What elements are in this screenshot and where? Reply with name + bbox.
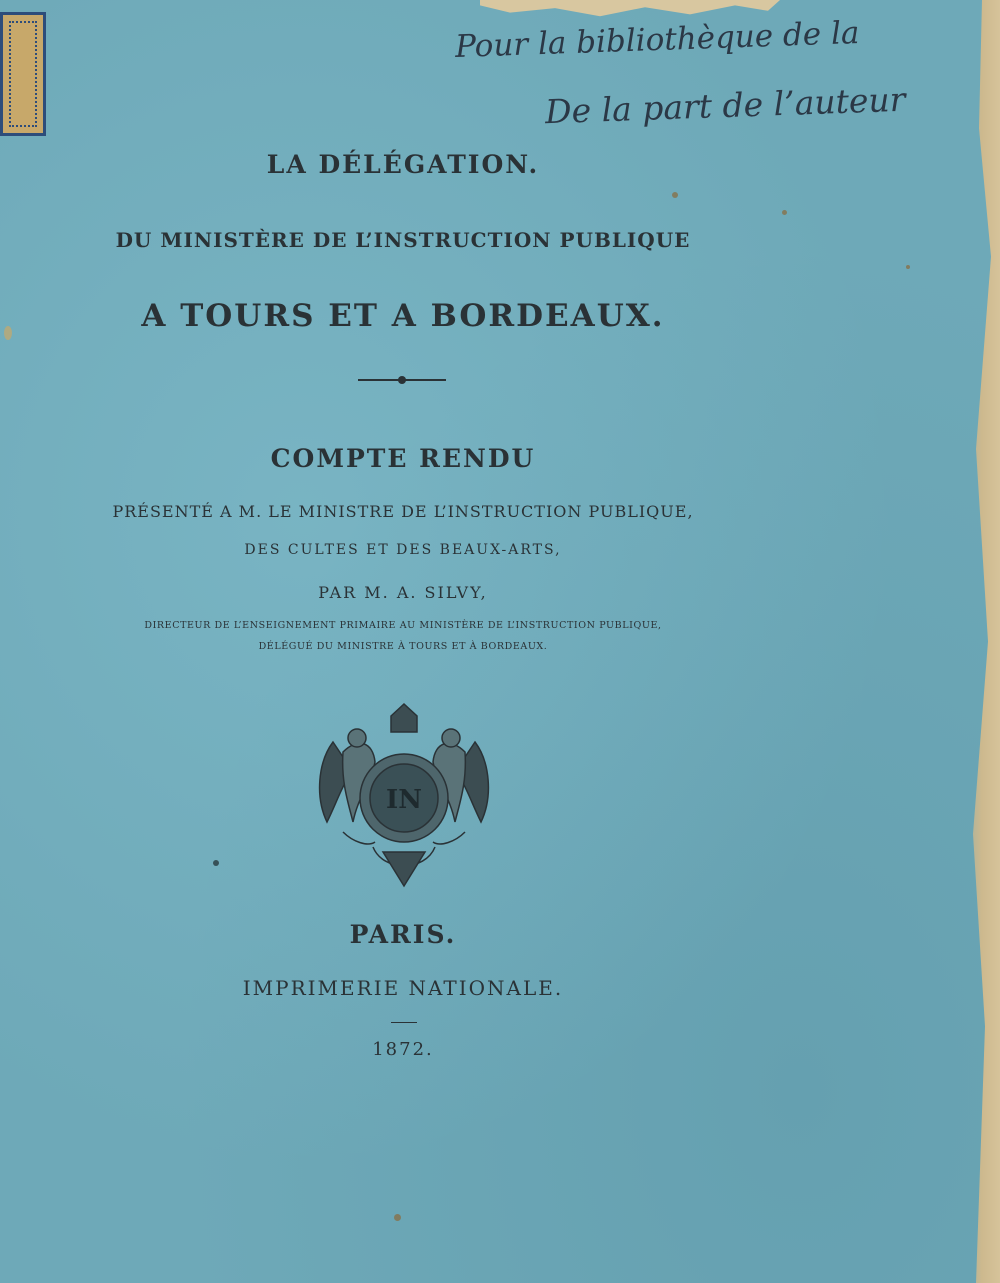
imprimerie-nationale-emblem-icon (313, 702, 495, 888)
foxing-spot (213, 860, 219, 866)
presented-line-1: PRÉSENTÉ A M. LE MINISTRE DE L’INSTRUCTION PUBLIQUE, (112, 502, 694, 521)
short-rule (391, 1022, 417, 1023)
foxing-spot (4, 326, 12, 340)
foxing-spot (394, 1214, 401, 1221)
place: PARIS. (349, 920, 457, 949)
author-line: PAR M. A. SILVY, (318, 583, 488, 602)
title-line-2: DU MINISTÈRE DE L’INSTRUCTION PUBLIQUE (115, 228, 691, 252)
foxing-spot (672, 192, 678, 198)
title-line-3: A TOURS ET A BORDEAUX. (141, 298, 665, 334)
foxing-spot (782, 210, 787, 215)
foxing-spot (906, 265, 910, 269)
printer: IMPRIMERIE NATIONALE. (242, 976, 564, 1000)
title-line-1: LA DÉLÉGATION. (266, 150, 540, 179)
emblem-monogram: IN (386, 785, 422, 815)
presented-line-2: DES CULTES ET DES BEAUX-ARTS, (244, 542, 562, 558)
torn-edge-right (940, 0, 1000, 1283)
handwritten-inscription-line-2: De la part de l’auteur (544, 79, 907, 132)
ornamental-rule (358, 379, 446, 381)
author-title-line-2: DÉLÉGUÉ DU MINISTRE À TOURS ET À BORDEAUX. (258, 641, 548, 652)
handwritten-inscription-line-1: Pour la bibliothèque de la (454, 14, 860, 66)
library-label (0, 12, 46, 136)
year: 1872. (372, 1039, 434, 1060)
subtitle: COMPTE RENDU (270, 444, 536, 473)
author-title-line-1: DIRECTEUR DE L’ENSEIGNEMENT PRIMAIRE AU MINISTÈRE DE L’INSTRUCTION PUBLIQUE, (144, 620, 662, 631)
torn-edge-top (480, 0, 780, 18)
